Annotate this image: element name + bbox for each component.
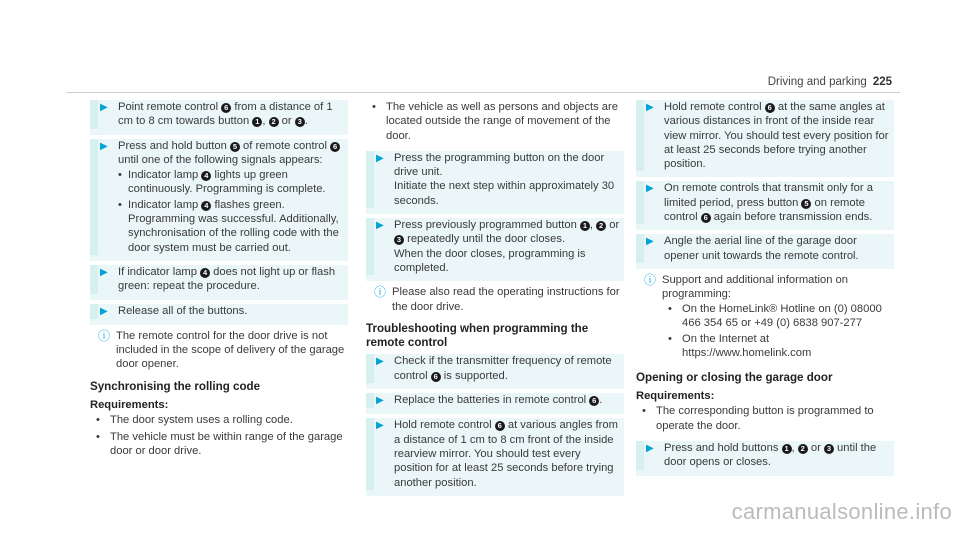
callout-number: 3 [394,235,404,245]
instruction-step [636,234,894,269]
header-rule [66,92,900,93]
callout-number: 1 [252,117,262,127]
step-text: Press and hold button 5 of remote control 6 until one of the following signals appears: • Indicator lamp 4 lights up green continuously. Programming is complete. • Indicator lamp 4 flashes green. Programming was successful. Additionally, synchronisation of the rolling code with the door system must be carried out. [118,139,346,255]
info-icon: ⓘ [374,285,387,300]
callout-number: 3 [295,117,305,127]
callout-number: 6 [431,372,441,382]
step-arrow-icon: ▶ [376,152,384,164]
callout-number: 6 [221,103,231,113]
bullet-icon: • [372,101,376,113]
step-text: Hold remote control 6 at the same angles at various distances in front of the inside rear view mirror. You should test every position for at least 25 seconds before trying another position. [664,101,889,171]
step-arrow-icon: ▶ [376,220,384,232]
list-item: • The vehicle as well as persons and objects are located outside the range of movement of the door. [366,100,624,143]
requirements-label: Requirements: [90,399,169,412]
callout-number: 5 [801,199,811,209]
step-text: Point remote control 6 from a distance of 1 cm to 8 cm towards button 1 , 2 or 3 . [118,101,333,128]
bullet-icon: • [96,414,100,427]
callout-number: 6 [701,213,711,223]
step-arrow-icon: ▶ [646,442,654,454]
info-note: ⓘ Support and additional information on programming: • On the HomeLink® Hotline on (0) 08000 466 354 65 or +49 (0) 6838 907-277 • On the Internet at https://www.homelink.com [636,273,894,363]
step-bar [366,354,374,383]
instruction-step [366,393,624,414]
callout-number: 6 [330,142,340,152]
bullet-icon: • [118,198,122,211]
instruction-step [636,100,894,177]
list-item: • The corresponding button is programmed to operate the door. [636,404,894,433]
step-arrow-icon: ▶ [376,420,384,432]
bullet-icon: • [96,430,100,443]
step-arrow-icon: ▶ [100,140,108,152]
callout-number: 2 [269,117,279,127]
step-text: Press the programming button on the door drive unit. Initiate the next step within approximately 30 seconds. [394,151,622,208]
step-arrow-icon: ▶ [646,236,654,248]
page-number: 225 [872,76,892,88]
step-extra: When the door closes, programming is completed. [394,247,586,274]
section-heading: Synchronising the rolling code [90,379,261,393]
callout-number: 4 [201,171,211,181]
step-bar [366,218,374,275]
section-heading: Opening or closing the garage door [636,370,833,384]
step-arrow-icon: ▶ [646,183,654,195]
step-text: On remote controls that transmit only for a limited period, press button 5 on remote control 6 again before transmission ends. [664,182,873,224]
bullet-icon: • [642,405,646,418]
step-bar [366,151,374,208]
step-list [636,100,894,269]
step-arrow-icon: ▶ [100,102,108,113]
instruction-step [366,151,624,214]
step-bar [90,100,98,129]
bullet-icon: • [668,333,672,346]
step-arrow-icon: ▶ [376,356,384,368]
step-text: Hold remote control 6 at various angles from a distance of 1 cm to 8 cm front of the inside rearview mirror. You should test every position for at least 25 seconds before trying another position. [394,419,618,489]
watermark: carmanualsonline.info [731,499,952,524]
info-icon: ⓘ [644,272,657,287]
callout-number: 3 [824,444,834,454]
list-item: • The vehicle must be within range of the garage door or door drive. [90,430,348,459]
step-list [90,100,348,325]
note-text: The remote control for the door drive is not included in the scope of delivery of the garage door opener. [116,329,345,371]
column-1 [90,100,348,460]
info-note: ⓘ Please also read the operating instructions for the door drive. [366,285,624,314]
step-bar [636,100,644,171]
step-bar [366,393,374,408]
column-2 [366,100,624,500]
callout-number: 2 [798,444,808,454]
running-header [768,76,892,88]
instruction-step [366,418,624,495]
sub-item: • Indicator lamp 4 lights up green continuously. Programming is complete. [118,169,326,196]
section-heading: Troubleshooting when programming the remote control [366,321,589,350]
requirements-label: Requirements: [636,390,715,403]
column-3 [636,100,894,480]
step-text: Release all of the buttons. [118,304,248,317]
step-text: Angle the aerial line of the garage door opener unit towards the remote control. [664,235,859,262]
list-item: • The door system uses a rolling code. [90,413,348,427]
step-text: Press and hold buttons 1 , 2 or 3 until the door opens or closes. [664,441,877,469]
step-bar [90,139,98,255]
callout-number: 1 [580,221,590,231]
instruction-step [90,139,348,261]
step-list [366,354,624,495]
step-bar [636,441,644,470]
list-item: • On the HomeLink® Hotline on (0) 08000 466 354 65 or +49 (0) 6838 907-277 [662,302,894,331]
callout-number: 6 [765,103,775,113]
step-arrow-icon: ▶ [100,266,108,278]
step-text: Check if the transmitter frequency of remote control 6 is supported. [394,355,612,382]
bullet-icon: • [118,169,122,182]
instruction-step [90,304,348,325]
instruction-step [90,265,348,300]
instruction-step [636,181,894,230]
callout-number: 4 [201,201,211,211]
instruction-step [90,100,348,135]
step-arrow-icon: ▶ [646,102,654,113]
step-bar [90,265,98,294]
callout-number: 2 [596,221,606,231]
step-extra: Initiate the next step within approximately 30 seconds. [394,180,615,207]
step-arrow-icon: ▶ [376,395,384,407]
info-icon: ⓘ [98,328,111,343]
step-bar [636,181,644,224]
info-note [90,329,348,372]
step-text: Press previously programmed button 1 , 2 or 3 repeatedly until the door closes. When the door closes, programming is completed. [394,218,622,275]
callout-number: 5 [230,142,240,152]
sub-item: • Indicator lamp 4 flashes green. Programming was successful. Additionally, synchronisation of the rolling code with the door system must be carried out. [118,198,339,254]
instruction-step [366,218,624,281]
step-bar [636,234,644,263]
step-arrow-icon: ▶ [100,305,108,317]
section-title: Driving and parking [767,76,867,88]
step-list [636,441,894,476]
step-text: If indicator lamp 4 does not light up or flash green: repeat the procedure. [118,265,336,293]
callout-number: 4 [200,268,210,278]
step-list [366,151,624,281]
callout-number: 6 [589,396,599,406]
callout-number: 6 [495,421,505,431]
list-item: • On the Internet at https://www.homelink.com [662,332,894,361]
bullet-icon: • [668,302,672,315]
step-bar [90,304,98,319]
callout-number: 1 [782,444,792,454]
step-text: Replace the batteries in remote control 6 . [394,394,603,407]
instruction-step [366,354,624,389]
step-bar [366,418,374,489]
instruction-step [636,441,894,476]
